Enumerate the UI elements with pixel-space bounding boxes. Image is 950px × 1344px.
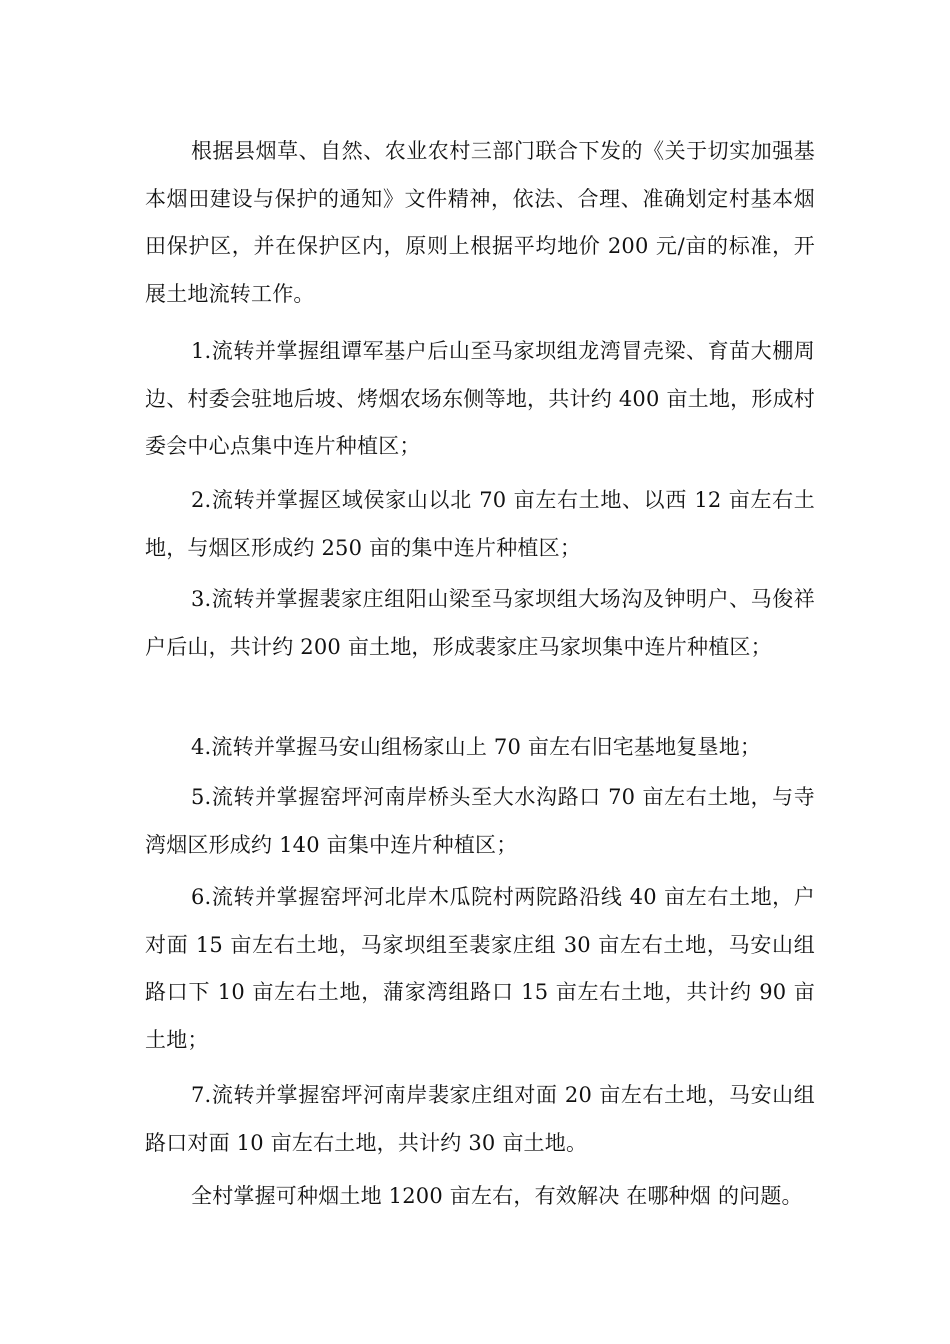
item-2-paragraph: 2.流转并掌握区域侯家山以北 70 亩左右土地、以西 12 亩左右土地，与烟区形成约 250 亩的集中连片种植区； [145,488,815,560]
item-4-paragraph: 4.流转并掌握马安山组杨家山上 70 亩左右旧宅基地复垦地； [191,735,762,759]
intro-paragraph: 根据县烟草、自然、农业农村三部门联合下发的《关于切实加强基本烟田建设与保护的通知》文件精神，依法、合理、准确划定村基本烟田保护区，并在保护区内，原则上根据平均地价 200 元/亩的标准，开展土地流转工作。 [145,139,815,306]
item-1-paragraph: 1.流转并掌握组谭军基户后山至马家坝组龙湾冒壳梁、育苗大棚周边、村委会驻地后坡、烤烟农场东侧等地，共计约 400 亩土地，形成村委会中心点集中连片种植区； [145,339,815,459]
item-3-paragraph: 3.流转并掌握裴家庄组阳山梁至马家坝组大场沟及钟明户、马俊祥户后山，共计约 200 亩土地，形成裴家庄马家坝集中连片种植区； [145,587,815,659]
item-6-paragraph: 6.流转并掌握窑坪河北岸木瓜院村两院路沿线 40 亩左右土地，户对面 15 亩左右土地，马家坝组至裴家庄组 30 亩左右土地，马安山组路口下 10 亩左右土地，蒲家湾组路口 15 亩左右土地，共计约 90 亩土地； [145,885,815,1052]
summary-paragraph: 全村掌握可种烟土地 1200 亩左右，有效解决 在哪种烟 的问题。 [191,1184,803,1208]
item-7-paragraph: 7.流转并掌握窑坪河南岸裴家庄组对面 20 亩左右土地，马安山组路口对面 10 亩左右土地，共计约 30 亩土地。 [145,1083,815,1155]
item-5-paragraph: 5.流转并掌握窑坪河南岸桥头至大水沟路口 70 亩左右土地，与寺湾烟区形成约 140 亩集中连片种植区； [145,785,815,857]
